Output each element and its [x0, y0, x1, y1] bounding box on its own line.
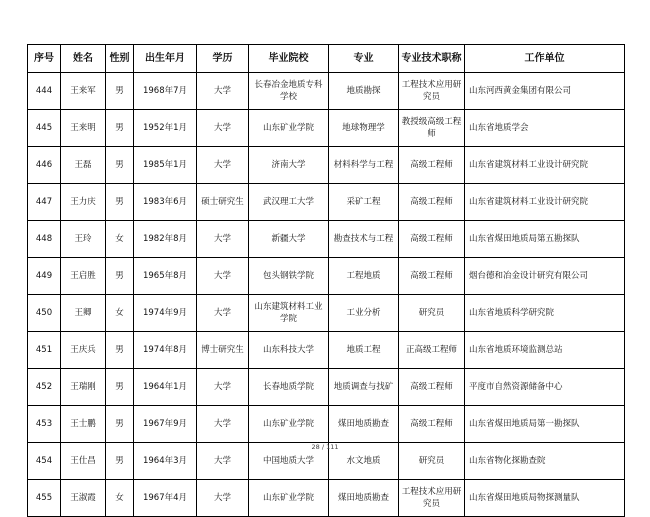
cell-birth: 1985年1月 [134, 147, 197, 184]
table-row [28, 406, 625, 443]
cell-gender: 男 [106, 443, 134, 480]
cell-education: 大学 [197, 147, 249, 184]
cell-education: 大学 [197, 295, 249, 332]
table-row [28, 295, 625, 332]
cell-title: 高级工程师 [399, 147, 465, 184]
cell-name: 王士鹏 [61, 406, 106, 443]
cell-major: 煤田地质勘查 [329, 480, 399, 517]
header-gender: 性别 [106, 45, 134, 73]
cell-name: 王淑霞 [61, 480, 106, 517]
cell-birth: 1965年8月 [134, 258, 197, 295]
cell-school: 新疆大学 [249, 221, 329, 258]
cell-school: 山东矿业学院 [249, 480, 329, 517]
cell-employer: 山东省煤田地质局第五勘探队 [465, 221, 625, 258]
cell-employer: 山东省煤田地质局第一勘探队 [465, 406, 625, 443]
cell-serial: 450 [28, 295, 61, 332]
cell-employer: 山东省地质学会 [465, 110, 625, 147]
cell-gender: 男 [106, 147, 134, 184]
cell-birth: 1967年4月 [134, 480, 197, 517]
cell-education: 大学 [197, 369, 249, 406]
cell-serial: 455 [28, 480, 61, 517]
cell-employer: 山东省建筑材料工业设计研究院 [465, 147, 625, 184]
table-row [28, 480, 625, 517]
cell-name: 王瑞刚 [61, 369, 106, 406]
cell-gender: 男 [106, 406, 134, 443]
cell-name: 王来军 [61, 73, 106, 110]
cell-major: 地质工程 [329, 332, 399, 369]
cell-birth: 1974年9月 [134, 295, 197, 332]
header-school: 毕业院校 [249, 45, 329, 73]
table-row [28, 369, 625, 406]
cell-employer: 山东省物化探勘查院 [465, 443, 625, 480]
cell-school: 包头钢铁学院 [249, 258, 329, 295]
cell-title: 高级工程师 [399, 184, 465, 221]
cell-name: 王卿 [61, 295, 106, 332]
cell-education: 博士研究生 [197, 332, 249, 369]
table-row [28, 147, 625, 184]
cell-school: 长春地质学院 [249, 369, 329, 406]
cell-major: 工业分析 [329, 295, 399, 332]
cell-gender: 女 [106, 221, 134, 258]
cell-education: 大学 [197, 406, 249, 443]
header-employer: 工作单位 [465, 45, 625, 73]
header-serial: 序号 [28, 45, 61, 73]
cell-school: 山东科技大学 [249, 332, 329, 369]
cell-education: 大学 [197, 258, 249, 295]
cell-name: 王庆兵 [61, 332, 106, 369]
cell-serial: 445 [28, 110, 61, 147]
cell-title: 高级工程师 [399, 258, 465, 295]
page-number: 28 / 111 [311, 443, 339, 451]
cell-title: 高级工程师 [399, 406, 465, 443]
cell-major: 煤田地质勘查 [329, 406, 399, 443]
table-row [28, 258, 625, 295]
cell-education: 大学 [197, 110, 249, 147]
cell-major: 勘查技术与工程 [329, 221, 399, 258]
cell-education: 大学 [197, 480, 249, 517]
cell-major: 地质调查与找矿 [329, 369, 399, 406]
cell-serial: 447 [28, 184, 61, 221]
cell-title: 高级工程师 [399, 221, 465, 258]
cell-birth: 1982年8月 [134, 221, 197, 258]
cell-name: 王来明 [61, 110, 106, 147]
cell-birth: 1964年1月 [134, 369, 197, 406]
header-major: 专业 [329, 45, 399, 73]
cell-serial: 454 [28, 443, 61, 480]
cell-gender: 女 [106, 480, 134, 517]
cell-birth: 1967年9月 [134, 406, 197, 443]
cell-name: 王玲 [61, 221, 106, 258]
cell-birth: 1968年7月 [134, 73, 197, 110]
cell-employer: 平度市自然资源储备中心 [465, 369, 625, 406]
cell-major: 地球物理学 [329, 110, 399, 147]
cell-school: 济南大学 [249, 147, 329, 184]
table-header-row [28, 45, 625, 73]
cell-employer: 山东省建筑材料工业设计研究院 [465, 184, 625, 221]
cell-title: 研究员 [399, 295, 465, 332]
cell-birth: 1983年6月 [134, 184, 197, 221]
cell-serial: 451 [28, 332, 61, 369]
table-row [28, 73, 625, 110]
cell-major: 采矿工程 [329, 184, 399, 221]
cell-employer: 山东省地质环境监测总站 [465, 332, 625, 369]
table-row [28, 110, 625, 147]
cell-title: 研究员 [399, 443, 465, 480]
cell-gender: 男 [106, 184, 134, 221]
table-row [28, 332, 625, 369]
cell-birth: 1964年3月 [134, 443, 197, 480]
cell-gender: 男 [106, 332, 134, 369]
cell-title: 高级工程师 [399, 369, 465, 406]
cell-name: 王仕昌 [61, 443, 106, 480]
cell-serial: 449 [28, 258, 61, 295]
cell-education: 大学 [197, 221, 249, 258]
cell-name: 王磊 [61, 147, 106, 184]
header-education: 学历 [197, 45, 249, 73]
cell-title: 工程技术应用研究员 [399, 73, 465, 110]
header-birth: 出生年月 [134, 45, 197, 73]
cell-school: 长春冶金地质专科学校 [249, 73, 329, 110]
cell-serial: 446 [28, 147, 61, 184]
cell-gender: 女 [106, 295, 134, 332]
cell-gender: 男 [106, 110, 134, 147]
table-row [28, 221, 625, 258]
cell-school: 山东矿业学院 [249, 110, 329, 147]
cell-education: 大学 [197, 73, 249, 110]
cell-school: 山东建筑材料工业学院 [249, 295, 329, 332]
cell-school: 中国地质大学 [249, 443, 329, 480]
cell-education: 大学 [197, 443, 249, 480]
cell-title: 正高级工程师 [399, 332, 465, 369]
cell-education: 硕士研究生 [197, 184, 249, 221]
cell-birth: 1974年8月 [134, 332, 197, 369]
table-row [28, 184, 625, 221]
cell-title: 教授级高级工程师 [399, 110, 465, 147]
cell-employer: 山东省地质科学研究院 [465, 295, 625, 332]
cell-serial: 448 [28, 221, 61, 258]
cell-serial: 452 [28, 369, 61, 406]
cell-major: 工程地质 [329, 258, 399, 295]
cell-employer: 山东河西黄金集团有限公司 [465, 73, 625, 110]
cell-major: 水文地质 [329, 443, 399, 480]
cell-gender: 男 [106, 73, 134, 110]
cell-birth: 1952年1月 [134, 110, 197, 147]
cell-title: 工程技术应用研究员 [399, 480, 465, 517]
cell-name: 王力庆 [61, 184, 106, 221]
cell-serial: 444 [28, 73, 61, 110]
cell-gender: 男 [106, 258, 134, 295]
header-title: 专业技术职称 [399, 45, 465, 73]
cell-employer: 山东省煤田地质局物探测量队 [465, 480, 625, 517]
cell-employer: 烟台德和冶金设计研究有限公司 [465, 258, 625, 295]
cell-gender: 男 [106, 369, 134, 406]
cell-major: 材料科学与工程 [329, 147, 399, 184]
cell-school: 山东矿业学院 [249, 406, 329, 443]
cell-major: 地质勘探 [329, 73, 399, 110]
cell-serial: 453 [28, 406, 61, 443]
cell-school: 武汉理工大学 [249, 184, 329, 221]
header-name: 姓名 [61, 45, 106, 73]
cell-name: 王启胜 [61, 258, 106, 295]
